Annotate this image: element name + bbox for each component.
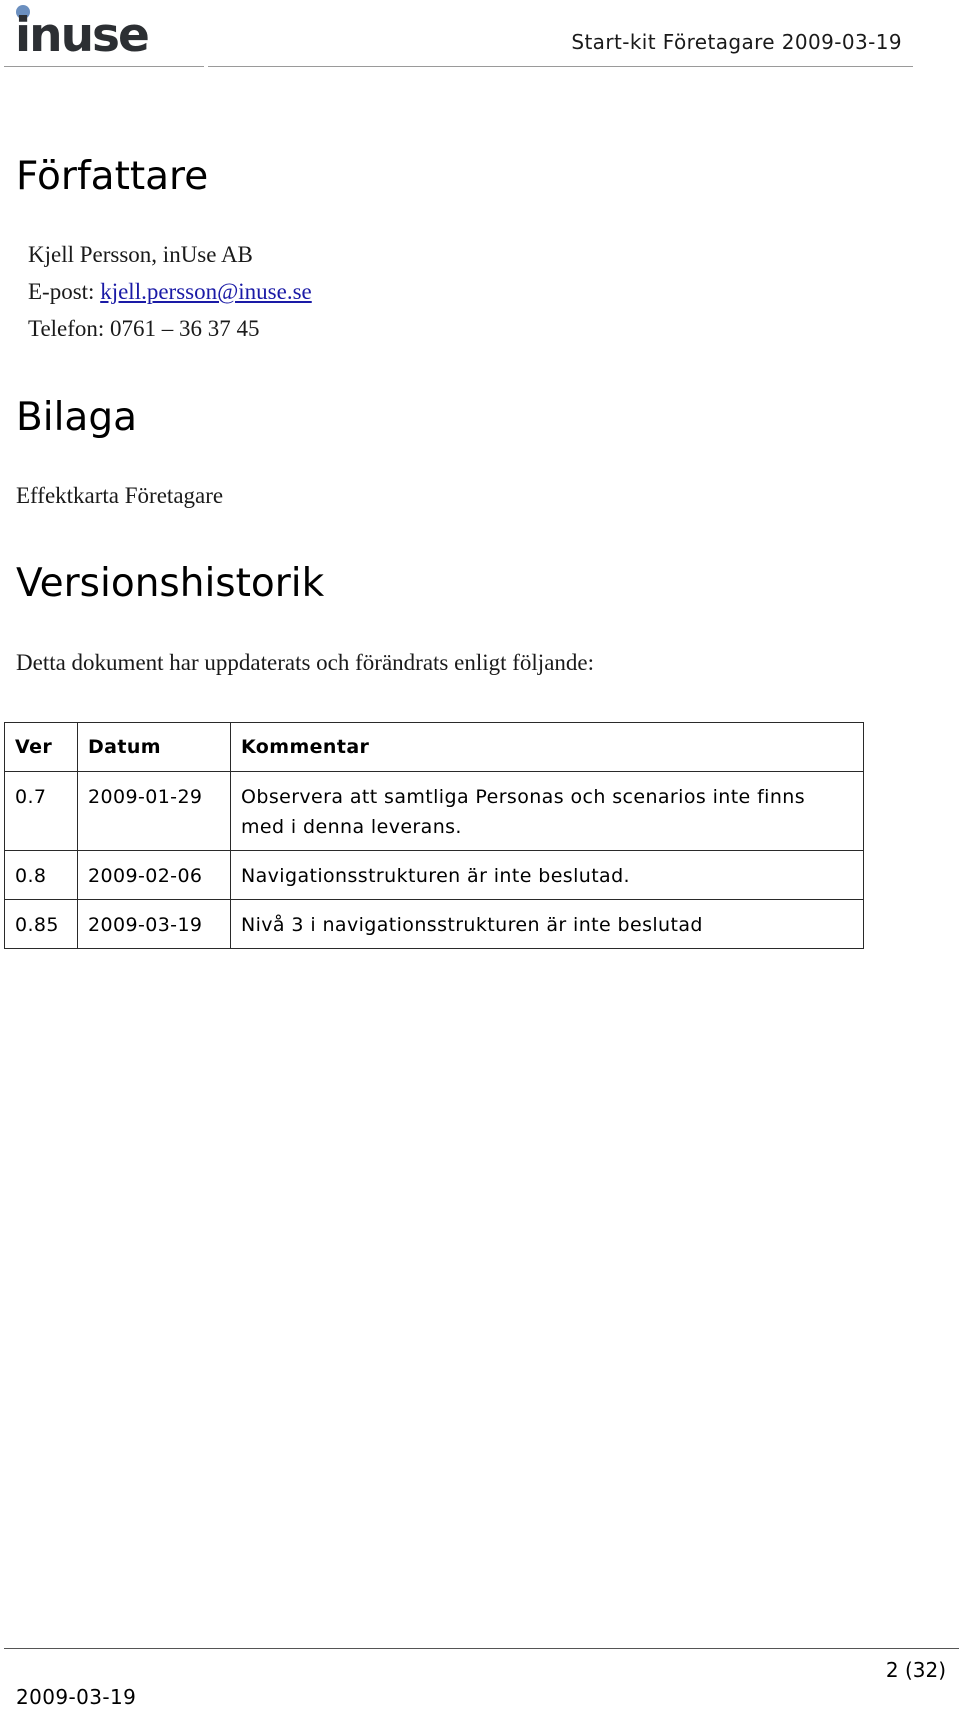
cell-date: 2009-02-06 xyxy=(78,851,231,900)
page-number: 2 (32) xyxy=(885,1658,946,1682)
table-row xyxy=(5,772,864,851)
author-heading: Författare xyxy=(16,154,209,199)
version-history-heading: Versionshistorik xyxy=(16,561,325,606)
appendix-item: Effektkarta Företagare xyxy=(16,483,224,508)
cell-comment: Navigationsstrukturen är inte beslutad. xyxy=(231,851,864,900)
appendix-heading: Bilaga xyxy=(16,395,137,440)
table-row xyxy=(5,900,864,949)
column-header-comment: Kommentar xyxy=(231,723,864,772)
author-phone: Telefon: 0761 – 36 37 45 xyxy=(28,316,260,341)
document-title: Start-kit Företagare 2009-03-19 xyxy=(571,30,902,54)
table-row xyxy=(5,851,864,900)
version-table xyxy=(4,722,864,949)
column-header-date: Datum xyxy=(78,723,231,772)
header-divider xyxy=(208,66,913,67)
cell-ver: 0.85 xyxy=(5,900,78,949)
cell-ver: 0.8 xyxy=(5,851,78,900)
column-header-ver: Ver xyxy=(5,723,78,772)
logo-wordmark: inuse xyxy=(15,8,148,62)
email-label: E-post: xyxy=(28,279,95,304)
cell-date: 2009-01-29 xyxy=(78,772,231,851)
cell-ver: 0.7 xyxy=(5,772,78,851)
footer-date: 2009-03-19 xyxy=(16,1685,137,1709)
cell-date: 2009-03-19 xyxy=(78,900,231,949)
version-history-intro: Detta dokument har uppdaterats och förändrats enligt följande: xyxy=(16,650,594,675)
email-link[interactable]: kjell.persson@inuse.se xyxy=(100,279,312,304)
footer-divider xyxy=(4,1648,959,1649)
cell-comment: Observera att samtliga Personas och scenarios inte finns med i denna leverans. xyxy=(231,772,864,851)
author-name: Kjell Persson, inUse AB xyxy=(28,242,253,267)
inuse-logo xyxy=(15,2,155,62)
table-header-row xyxy=(5,723,864,772)
author-email-line xyxy=(28,279,312,305)
cell-comment: Nivå 3 i navigationsstrukturen är inte beslutad xyxy=(231,900,864,949)
header-divider xyxy=(4,66,204,67)
page-header xyxy=(0,0,960,70)
